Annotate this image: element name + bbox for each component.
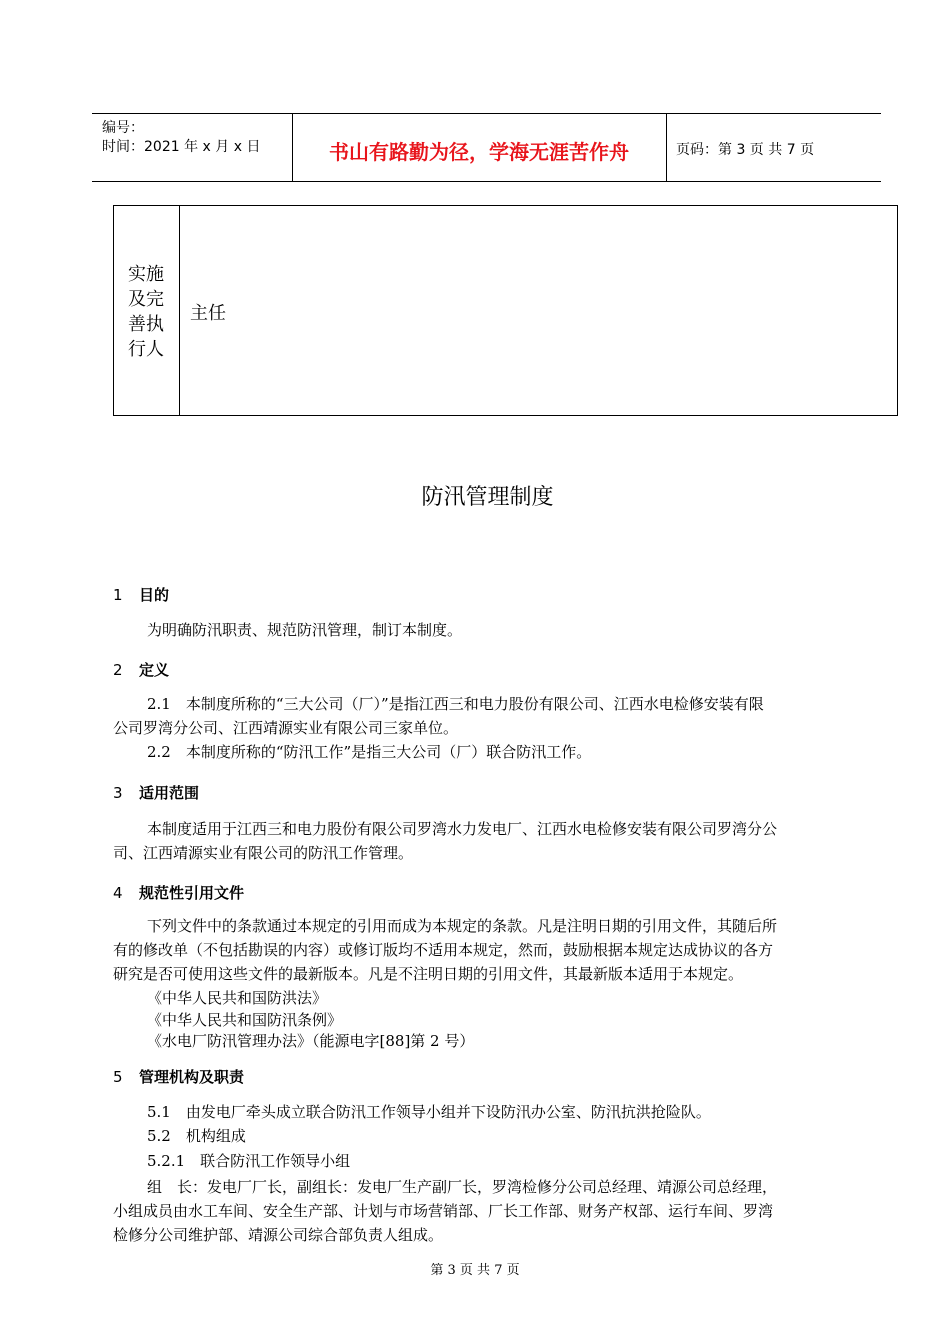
reference-item: 《中华人民共和国防洪法》 — [147, 989, 328, 1007]
paragraph: 2.2 本制度所称的“防汛工作”是指三大公司（厂）联合防汛工作。 — [147, 743, 592, 761]
section-heading — [113, 584, 169, 605]
section-title: 管理机构及职责 — [139, 1068, 245, 1086]
header-divider-right — [666, 113, 667, 181]
reference-item: 《中华人民共和国防汛条例》 — [147, 1011, 343, 1029]
table-label-line: 及完 — [128, 289, 164, 310]
paragraph: 研究是否可使用这些文件的最新版本。凡是不注明日期的引用文件，其最新版本适用于本规定。 — [113, 965, 744, 983]
section-number: 4 — [113, 884, 123, 902]
section-heading — [113, 782, 199, 803]
table-label-cell — [113, 262, 179, 362]
section-number: 5 — [113, 1068, 123, 1086]
section-title: 规范性引用文件 — [139, 884, 245, 902]
paragraph: 为明确防汛职责、规范防汛管理，制订本制度。 — [147, 621, 463, 639]
section-heading — [113, 882, 244, 903]
paragraph: 小组成员由水工车间、安全生产部、计划与市场营销部、厂长工作部、财务产权部、运行车间、罗湾 — [113, 1202, 774, 1220]
section-number: 3 — [113, 784, 123, 802]
table-label-line: 实施 — [128, 264, 164, 285]
header-top-rule — [92, 113, 881, 114]
section-title: 目的 — [139, 586, 170, 604]
paragraph: 检修分公司维护部、靖源公司综合部负责人组成。 — [113, 1226, 444, 1244]
section-title: 适用范围 — [139, 784, 200, 802]
header-motto: 书山有路勤为径，学海无涯苦作舟 — [329, 140, 629, 164]
paragraph: 公司罗湾分公司、江西靖源实业有限公司三家单位。 — [113, 719, 459, 737]
header-bottom-rule — [92, 181, 881, 182]
section-heading — [113, 659, 169, 680]
document-title: 防汛管理制度 — [421, 485, 554, 510]
section-number: 1 — [113, 586, 123, 604]
header-time-label: 时间：2021 年 x 月 x 日 — [102, 139, 261, 155]
paragraph: 本制度适用于江西三和电力股份有限公司罗湾水力发电厂、江西水电检修安装有限公司罗湾分公 — [147, 820, 778, 838]
responsibility-table — [113, 205, 898, 416]
paragraph: 司、江西靖源实业有限公司的防汛工作管理。 — [113, 844, 414, 862]
section-title: 定义 — [139, 661, 170, 679]
paragraph: 5.2.1 联合防汛工作领导小组 — [147, 1152, 351, 1170]
section-heading — [113, 1066, 244, 1087]
paragraph: 2.1 本制度所称的“三大公司（厂）”是指江西三和电力股份有限公司、江西水电检修安装有限 — [147, 695, 764, 713]
table-label-line: 善执 — [128, 314, 164, 335]
table-value-cell: 主任 — [190, 303, 226, 324]
paragraph: 5.1 由发电厂牵头成立联合防汛工作领导小组并下设防汛办公室、防汛抗洪抢险队。 — [147, 1103, 711, 1121]
page-footer: 第 3 页 共 7 页 — [430, 1263, 520, 1278]
reference-item: 《水电厂防汛管理办法》（能源电字[88]第 2 号） — [147, 1032, 475, 1050]
section-number: 2 — [113, 661, 123, 679]
table-label-line: 行人 — [128, 339, 164, 360]
header-page-label: 页码：第 3 页 共 7 页 — [676, 142, 815, 158]
paragraph: 下列文件中的条款通过本规定的引用而成为本规定的条款。凡是注明日期的引用文件，其随后所 — [147, 917, 778, 935]
paragraph: 组 长：发电厂厂长，副组长：发电厂生产副厂长，罗湾检修分公司总经理、靖源公司总经理， — [147, 1178, 778, 1196]
paragraph: 5.2 机构组成 — [147, 1127, 246, 1145]
header-number-label: 编号： — [102, 120, 144, 136]
paragraph: 有的修改单（不包括勘误的内容）或修订版均不适用本规定，然而，鼓励根据本规定达成协议的各方 — [113, 941, 774, 959]
table-column-divider — [179, 205, 180, 416]
